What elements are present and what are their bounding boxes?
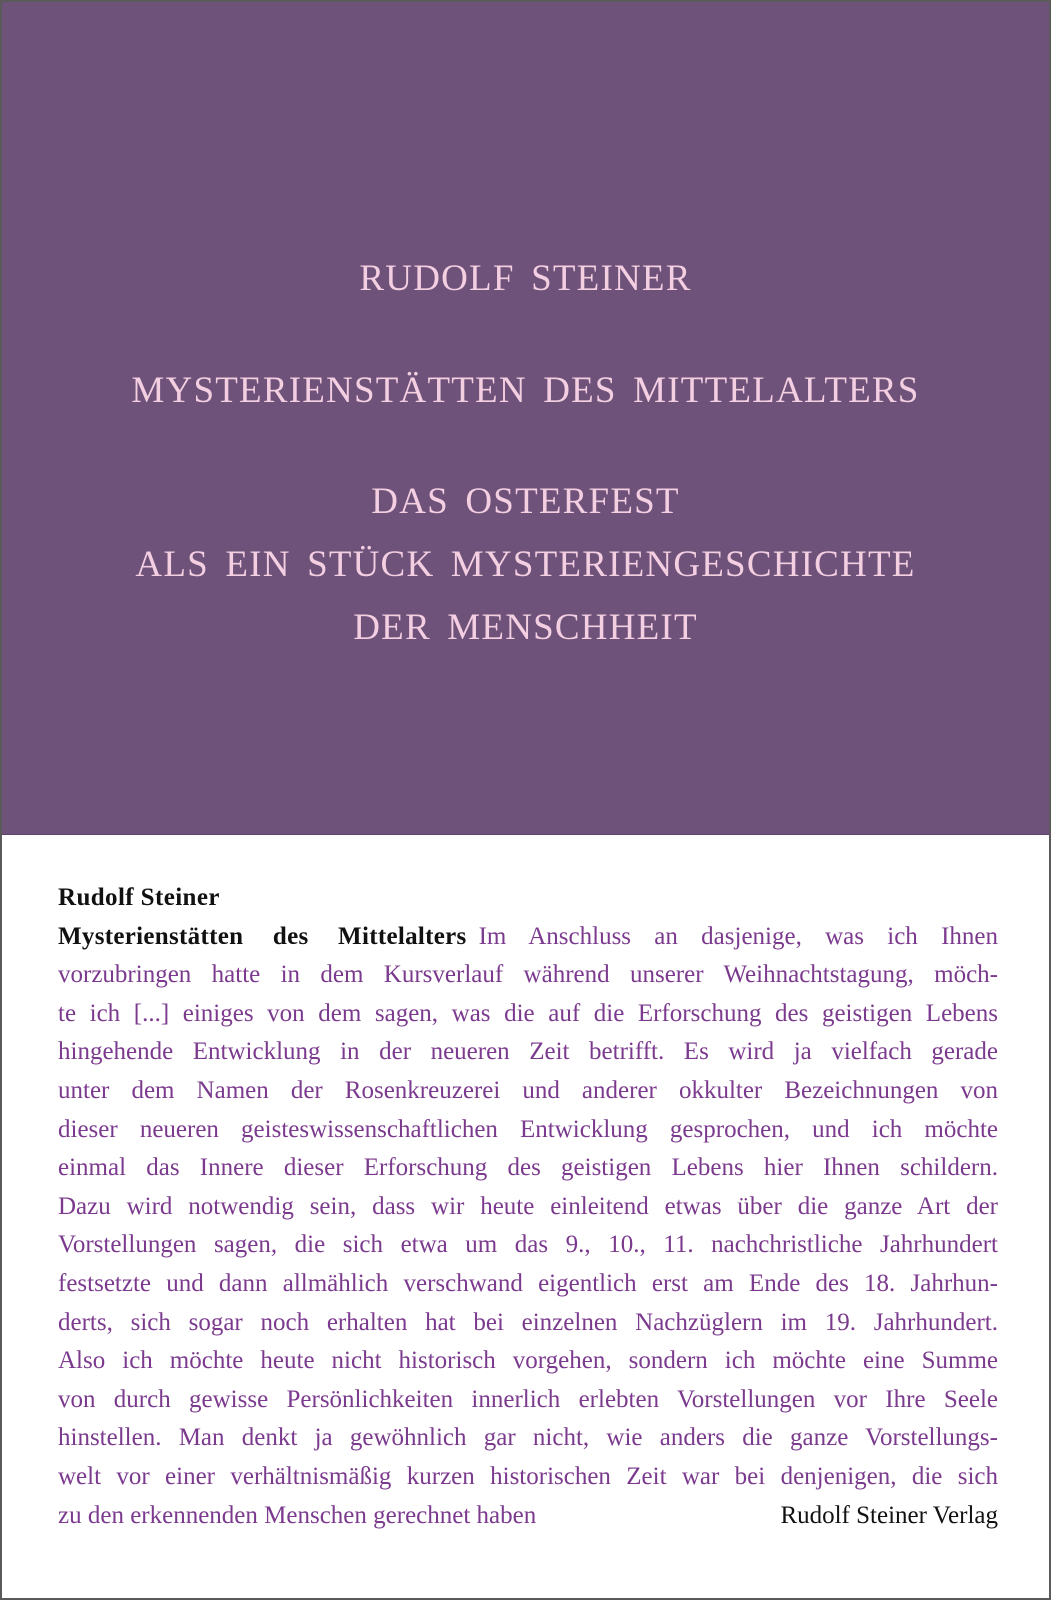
blurb-last-line: [58, 1497, 998, 1536]
blurb-line: Vorstellungen sagen, die sich etwa um das 9., 10., 11. nachchristliche Jahrhundert: [58, 1231, 998, 1259]
blurb-line: dieser neueren geisteswissenschaftlichen Entwicklung gesprochen, und ich möchte: [58, 1115, 998, 1143]
blurb-line: [58, 918, 998, 957]
blurb-section: [58, 879, 998, 1535]
blurb-line: hinstellen. Man denkt ja gewöhnlich gar nicht, wie anders die ganze Vorstellungs-: [58, 1424, 998, 1452]
cover-title-panel: [2, 2, 1049, 835]
blurb-text: zu den erkennenden Menschen gerechnet haben: [58, 1501, 537, 1529]
publisher-name: Rudolf Steiner Verlag: [780, 1501, 998, 1529]
cover-subtitle-line-3: DER MENSCHHEIT: [353, 607, 698, 648]
blurb-line: Also ich möchte heute nicht historisch vorgehen, sondern ich möchte eine Summe: [58, 1347, 998, 1375]
blurb-line: derts, sich sogar noch erhalten hat bei einzelnen Nachzüglern im 19. Jahrhundert.: [58, 1308, 998, 1336]
blurb-line: festsetzte und dann allmählich verschwand eigentlich erst am Ende des 18. Jahrhun-: [58, 1269, 998, 1297]
cover-subtitle-line-2: ALS EIN STÜCK MYSTERIENGESCHICHTE: [135, 544, 916, 585]
blurb-line: vorzubringen hatte in dem Kursverlauf während unserer Weihnachtstagung, möch-: [58, 961, 998, 989]
blurb-line: hingehende Entwicklung in der neueren Zeit betrifft. Es wird ja vielfach gerade: [58, 1038, 998, 1066]
blurb-text: Im Anschluss an dasjenige, was ich Ihnen: [478, 922, 998, 950]
cover-title: MYSTERIENSTÄTTEN DES MITTELALTERS: [131, 370, 920, 411]
cover-subtitle-line-1: DAS OSTERFEST: [371, 481, 680, 522]
blurb-line: unter dem Namen der Rosenkreuzerei und anderer okkulter Bezeichnungen von: [58, 1076, 998, 1104]
blurb-line: von durch gewisse Persönlichkeiten innerlich erlebten Vorstellungen vor Ihre Seele: [58, 1385, 998, 1413]
blurb-line: Dazu wird notwendig sein, dass wir heute einleitend etwas über die ganze Art der: [58, 1192, 998, 1220]
blurb-title: Mysterienstätten des Mittelalters: [58, 922, 467, 950]
blurb-line: te ich [...] einiges von dem sagen, was die auf die Erforschung des geistigen Lebens: [58, 999, 998, 1027]
cover-author: RUDOLF STEINER: [359, 258, 692, 299]
blurb-author: Rudolf Steiner: [58, 884, 220, 911]
blurb-line: einmal das Innere dieser Erforschung des geistigen Lebens hier Ihnen schildern.: [58, 1154, 998, 1182]
blurb-line: welt vor einer verhältnismäßig kurzen historischen Zeit war bei denjenigen, die sich: [58, 1462, 998, 1490]
